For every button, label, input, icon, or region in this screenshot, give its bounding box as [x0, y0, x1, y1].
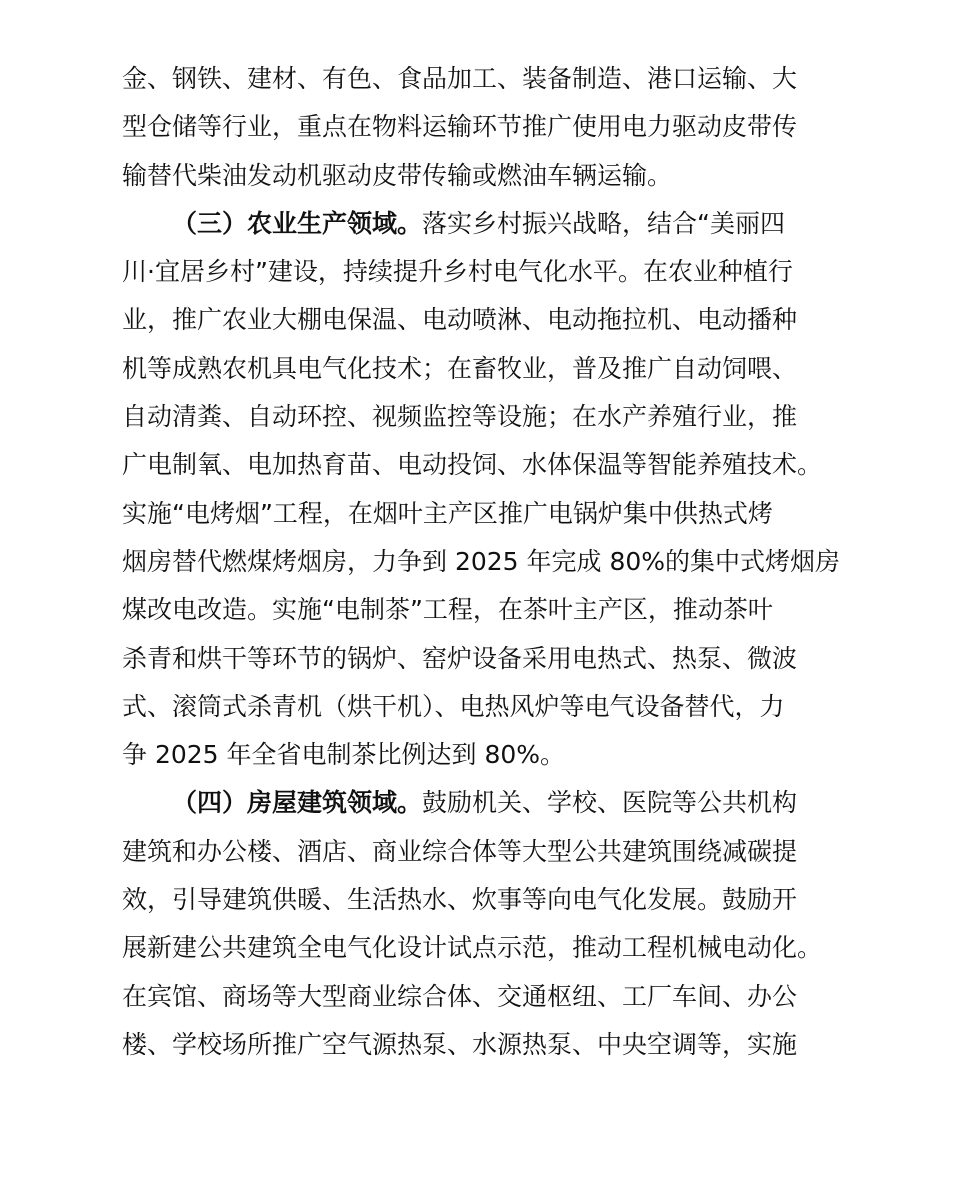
line-text: 煤改电改造。实施“电制茶”工程，在茶叶主产区，推动茶叶 [122, 595, 773, 625]
line-text: 楼、学校场所推广空气源热泵、水源热泵、中央空调等，实施 [122, 1029, 798, 1059]
line-text: 杀青和烘干等环节的锅炉、窑炉设备采用电热式、热泵、微波 [122, 643, 798, 673]
line-text: 在宾馆、商场等大型商业综合体、交通枢纽、工厂车间、办公 [122, 981, 798, 1011]
line-text: 落实乡村振兴战略，结合“美丽四 [422, 208, 785, 238]
line-text: 输替代柴油发动机驱动皮带传输或燃油车辆运输。 [122, 160, 673, 190]
paragraph-line [122, 538, 882, 586]
paragraph-line [122, 103, 882, 151]
paragraph-line [122, 248, 882, 296]
body-text [122, 55, 882, 1069]
paragraph-line [122, 152, 882, 200]
line-text: 展新建公共建筑全电气化设计试点示范，推动工程机械电动化。 [122, 933, 823, 963]
line-text: 金、钢铁、建材、有色、食品加工、装备制造、港口运输、大 [122, 64, 798, 93]
line-text: 效，引导建筑供暖、生活热水、炊事等向电气化发展。鼓励开 [122, 885, 798, 915]
paragraph-line [122, 1021, 882, 1069]
line-text: 建筑和办公楼、酒店、商业综合体等大型公共建筑围绕减碳提 [122, 836, 798, 866]
paragraph-line [122, 828, 882, 876]
paragraph-line [122, 393, 882, 441]
paragraph-line [122, 683, 882, 731]
section-heading-line-agriculture [122, 200, 882, 248]
paragraph-line [122, 490, 882, 538]
line-text: 争 2025 年全省电制茶比例达到 80%。 [122, 740, 566, 770]
paragraph-line [122, 55, 882, 103]
paragraph-line [122, 586, 882, 634]
paragraph-line [122, 441, 882, 489]
line-text: 机等成熟农机具电气化技术；在畜牧业，普及推广自动饲喂、 [122, 353, 798, 383]
paragraph-line [122, 876, 882, 924]
section-heading-buildings: （四）房屋建筑领域。 [172, 788, 423, 818]
line-text: 鼓励机关、学校、医院等公共机构 [422, 788, 798, 818]
line-text: 自动清粪、自动环控、视频监控等设施；在水产养殖行业，推 [122, 402, 798, 432]
section-heading-line-buildings [122, 779, 882, 827]
paragraph-line [122, 924, 882, 972]
paragraph-line [122, 635, 882, 683]
line-text: 实施“电烤烟”工程，在烟叶主产区推广电锅炉集中供热式烤 [122, 498, 773, 528]
paragraph-line [122, 296, 882, 344]
line-text: 式、滚筒式杀青机（烘干机）、电热风炉等电气设备替代，力 [122, 691, 785, 721]
line-text: 业，推广农业大棚电保温、电动喷淋、电动拖拉机、电动播种 [122, 305, 798, 335]
paragraph-line [122, 731, 882, 779]
paragraph-line [122, 973, 882, 1021]
line-text: 型仓储等行业，重点在物料运输环节推广使用电力驱动皮带传 [122, 112, 798, 142]
section-heading-agriculture: （三）农业生产领域。 [172, 208, 423, 238]
line-text: 川·宜居乡村”建设，持续提升乡村电气化水平。在农业种植行 [122, 257, 793, 287]
line-text: 烟房替代燃煤烤烟房，力争到 2025 年完成 80%的集中式烤烟房 [122, 546, 841, 576]
line-text: 广电制氧、电加热育苗、电动投饲、水体保温等智能养殖技术。 [122, 450, 823, 480]
paragraph-line [122, 345, 882, 393]
